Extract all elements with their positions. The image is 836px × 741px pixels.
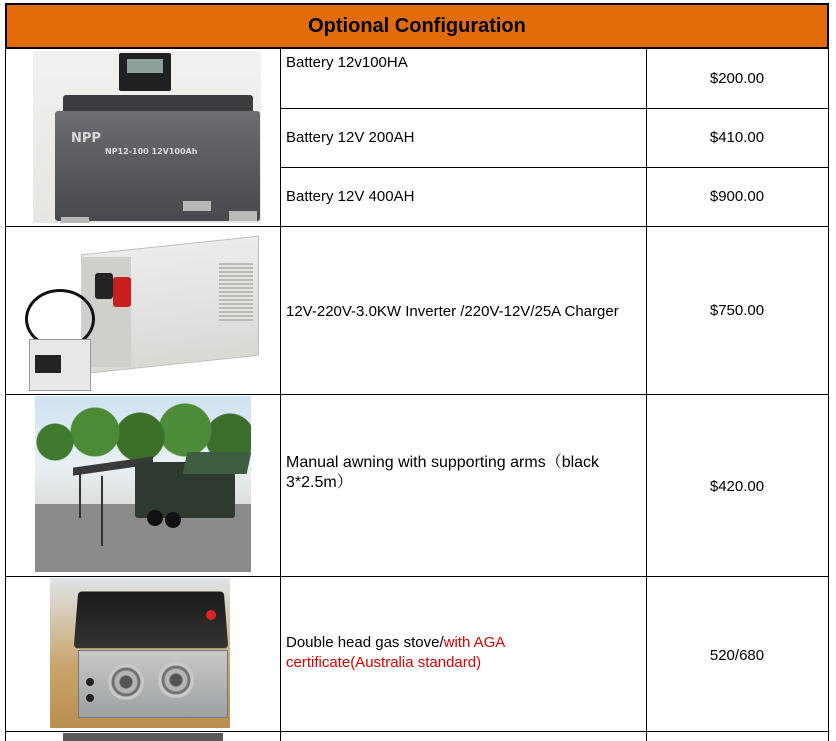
item-price: $420.00	[709, 478, 765, 495]
stove-glass-lid-icon	[74, 591, 229, 648]
battery-body-icon	[55, 111, 260, 221]
item-name-highlight: certificate(Australia standard)	[286, 654, 482, 671]
item-name-line: 3*2.5m）	[286, 474, 353, 491]
stove-top-icon	[78, 650, 228, 718]
table-border-bottom	[5, 731, 829, 732]
item-name-line	[286, 633, 505, 653]
table-border-left	[5, 49, 6, 741]
table-header	[5, 3, 829, 49]
bracket-icon	[61, 217, 89, 223]
item-name-plain: Double head gas stove/	[286, 634, 444, 651]
remote-screen-icon	[35, 355, 61, 373]
item-price: $200.00	[709, 70, 765, 87]
row-divider	[280, 108, 828, 109]
terminal-red-icon	[113, 277, 131, 307]
battery-brand-logo: NPP	[71, 131, 101, 146]
item-price: $750.00	[709, 302, 765, 319]
bracket-icon	[183, 201, 211, 211]
bracket-icon	[229, 211, 257, 221]
terminal-black-icon	[95, 273, 113, 299]
battery-model-label: NP12-100 12V100Ah	[105, 147, 198, 156]
item-name-line: Manual awning with supporting arms（black	[286, 454, 600, 471]
vent-grille-icon	[219, 263, 253, 321]
item-name-highlight: with AGA	[443, 634, 506, 651]
header-title: Optional Configuration	[308, 14, 526, 37]
next-row-photo-edge	[63, 733, 223, 741]
item-name: Battery 12V 200AH	[286, 129, 415, 146]
column-divider-image	[280, 49, 281, 741]
awning-pole-icon	[79, 468, 81, 518]
column-divider-price	[646, 49, 647, 741]
wheel-icon	[147, 510, 163, 526]
item-name: Battery 12v100HA	[286, 54, 408, 71]
row-divider	[5, 394, 829, 395]
meter-screen-icon	[127, 59, 163, 73]
burner-icon	[108, 664, 144, 700]
knob-icon	[86, 694, 94, 702]
awning-pole-icon	[101, 476, 103, 546]
item-name	[286, 633, 505, 673]
awning-photo	[35, 396, 251, 572]
knob-icon	[86, 678, 94, 686]
item-price: $900.00	[709, 188, 765, 205]
burner-icon	[158, 662, 194, 698]
warning-sticker-icon	[206, 610, 216, 620]
item-name: Battery 12V 400AH	[286, 188, 415, 205]
item-price: 520/680	[709, 647, 765, 664]
inverter-photo	[19, 231, 265, 393]
wheel-icon	[165, 512, 181, 528]
stove-photo	[50, 578, 230, 728]
row-divider	[5, 226, 829, 227]
row-divider	[5, 576, 829, 577]
item-name	[286, 453, 599, 493]
item-name: 12V-220V-3.0KW Inverter /220V-12V/25A Charger	[286, 303, 619, 320]
roof-tent-icon	[183, 452, 251, 474]
table-border-right	[828, 49, 829, 741]
configuration-table	[5, 3, 829, 741]
row-divider	[280, 167, 828, 168]
battery-photo	[33, 51, 261, 223]
item-price: $410.00	[709, 129, 765, 146]
